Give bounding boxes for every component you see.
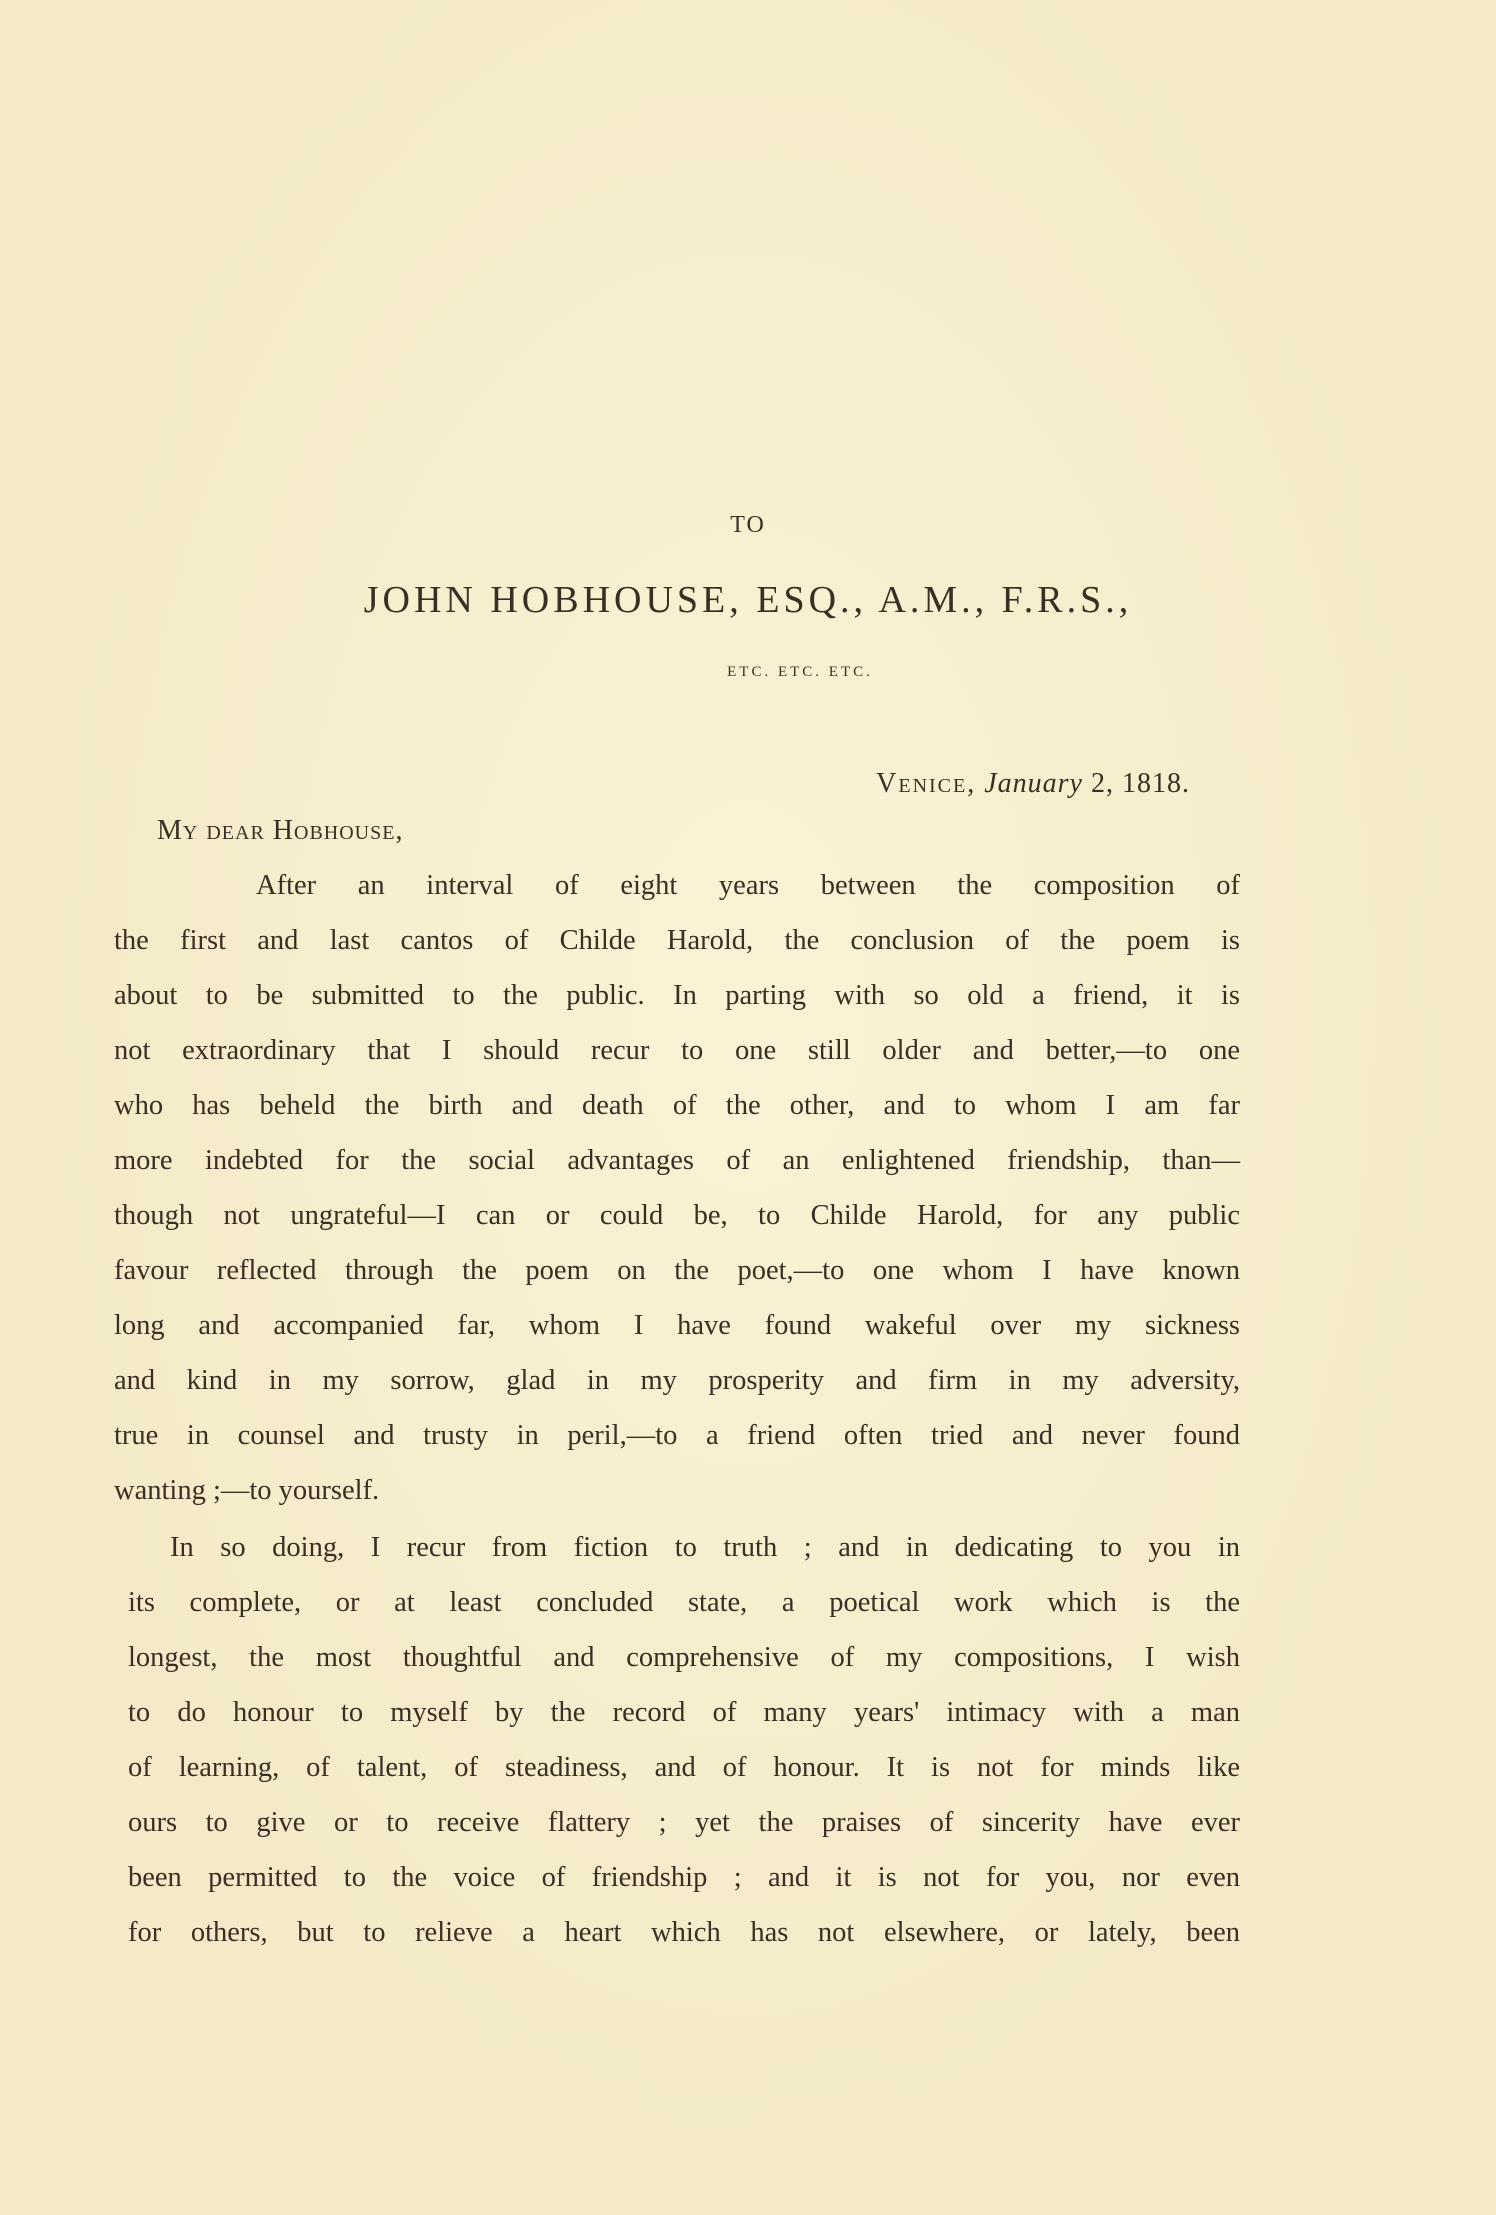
text-line: favour reflected through the poem on the poet,—to one whom I have known	[114, 1255, 1240, 1286]
salutation: My dear Hobhouse,	[157, 815, 404, 846]
text-line: for others, but to relieve a heart which has not elsewhere, or lately, been	[128, 1917, 1240, 1948]
text-line: to do honour to myself by the record of many years' intimacy with a man	[128, 1697, 1240, 1728]
text-line: long and accompanied far, whom I have found wakeful over my sickness	[114, 1310, 1240, 1341]
dedicatee-name: JOHN HOBHOUSE, ESQ., A.M., F.R.S.,	[363, 579, 1133, 621]
text-line: though not ungrateful—I can or could be, to Childe Harold, for any public	[114, 1200, 1240, 1231]
dedicatee-etc: ETC. ETC. ETC.	[727, 664, 873, 680]
text-line: about to be submitted to the public. In parting with so old a friend, it is	[114, 980, 1240, 1011]
dateline	[876, 768, 1190, 800]
text-line: not extraordinary that I should recur to one still older and better,—to one	[114, 1035, 1240, 1066]
dedication-to: TO	[730, 512, 766, 538]
text-line: who has beheld the birth and death of the other, and to whom I am far	[114, 1090, 1240, 1121]
dateline-year: 2, 1818.	[1091, 768, 1190, 799]
text-line: true in counsel and trusty in peril,—to a friend often tried and never found	[114, 1420, 1240, 1451]
text-line: ours to give or to receive flattery ; yet the praises of sincerity have ever	[128, 1807, 1240, 1838]
text-line: been permitted to the voice of friendship ; and it is not for you, nor even	[128, 1862, 1240, 1893]
text-line: In so doing, I recur from fiction to truth ; and in dedicating to you in	[170, 1532, 1240, 1563]
text-line: wanting ;—to yourself.	[114, 1475, 380, 1506]
text-line: of learning, of talent, of steadiness, and of honour. It is not for minds like	[128, 1752, 1240, 1783]
dateline-month: January	[984, 768, 1083, 799]
text-line: the first and last cantos of Childe Harold, the conclusion of the poem is	[114, 925, 1240, 956]
text-line: more indebted for the social advantages of an enlightened friendship, than—	[114, 1145, 1240, 1176]
text-line: longest, the most thoughtful and comprehensive of my compositions, I wish	[128, 1642, 1240, 1673]
text-line: and kind in my sorrow, glad in my prosperity and firm in my adversity,	[114, 1365, 1240, 1396]
text-line: After an interval of eight years between the composition of	[256, 870, 1240, 901]
text-line: its complete, or at least concluded state, a poetical work which is the	[128, 1587, 1240, 1618]
dateline-place: Venice,	[876, 768, 977, 799]
